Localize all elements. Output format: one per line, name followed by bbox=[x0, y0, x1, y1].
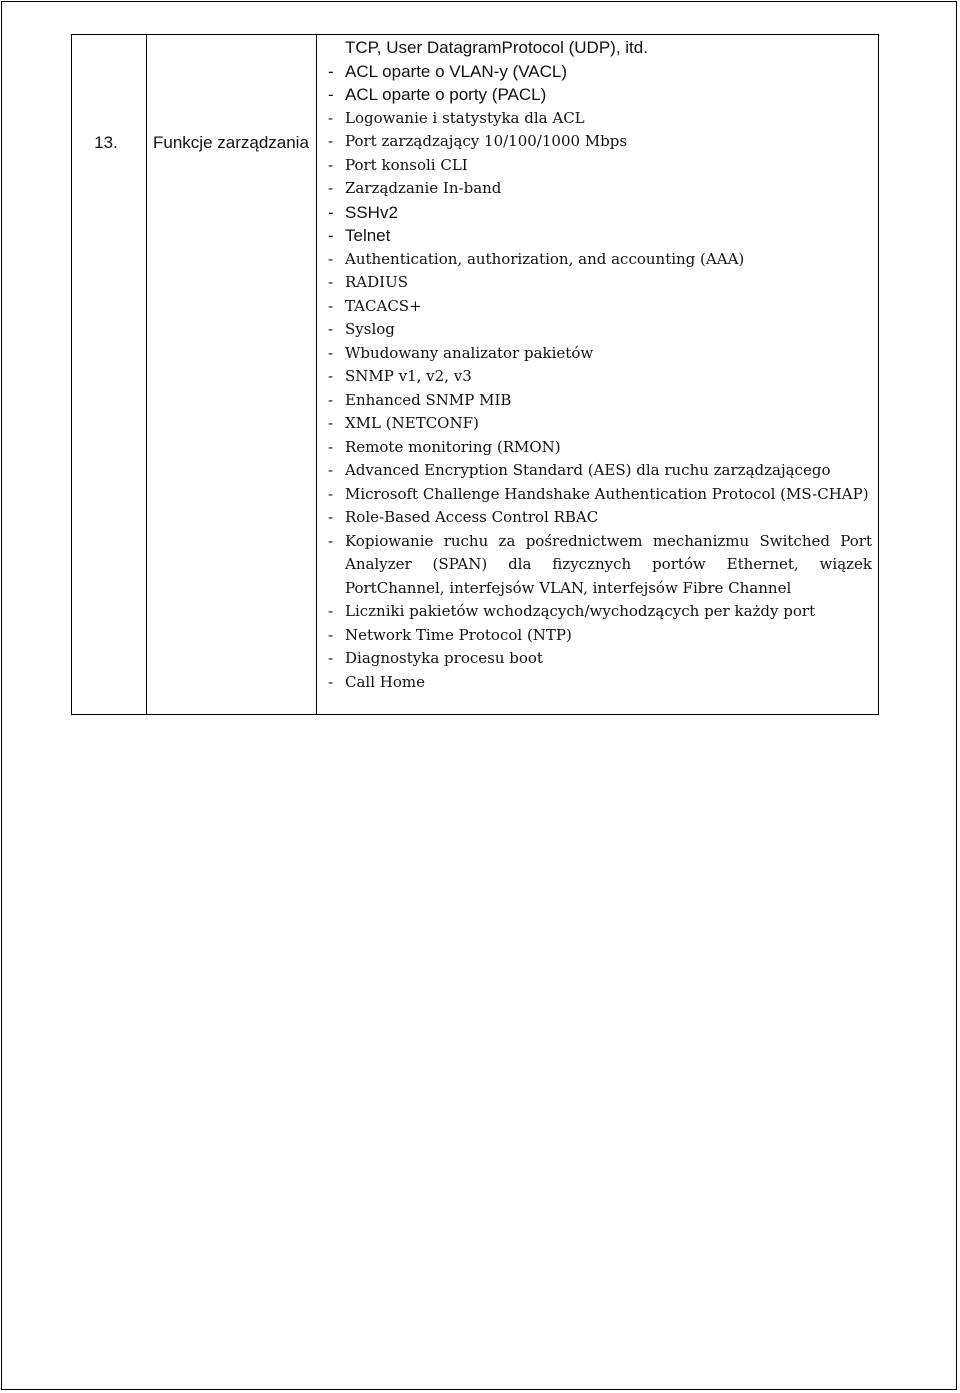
feature-name-cell bbox=[147, 35, 317, 715]
list-item bbox=[328, 248, 872, 272]
list-item bbox=[328, 459, 872, 483]
list-dash: - bbox=[328, 484, 334, 503]
list-item bbox=[328, 318, 872, 342]
list-item-text: TCP, User DatagramProtocol (UDP), itd. bbox=[345, 38, 648, 57]
list-dash: - bbox=[328, 61, 334, 81]
list-item-text: Telnet bbox=[345, 226, 391, 245]
list-item bbox=[328, 201, 872, 225]
feature-list bbox=[317, 35, 878, 694]
list-dash: - bbox=[328, 461, 334, 479]
list-dash: - bbox=[328, 108, 334, 127]
list-item-text: TACACS+ bbox=[345, 296, 422, 315]
list-dash: - bbox=[328, 367, 334, 385]
list-dash: - bbox=[328, 273, 334, 291]
list-item bbox=[328, 600, 872, 624]
list-item-text: Logowanie i statystyka dla ACL bbox=[345, 108, 585, 127]
list-item-text: Wbudowany analizator pakietów bbox=[345, 343, 594, 362]
list-item-text: ACL oparte o porty (PACL) bbox=[345, 85, 547, 104]
feature-name: Funkcje zarządzania bbox=[153, 133, 309, 152]
list-dash: - bbox=[328, 602, 334, 620]
list-dash: - bbox=[328, 296, 334, 315]
list-item-text: SNMP v1, v2, v3 bbox=[345, 367, 472, 385]
list-item-text: Diagnostyka procesu boot bbox=[345, 649, 543, 667]
list-item bbox=[328, 342, 872, 366]
list-item-text: Call Home bbox=[345, 672, 425, 691]
list-dash: - bbox=[328, 155, 334, 174]
list-dash: - bbox=[328, 179, 334, 197]
list-dash: - bbox=[328, 85, 334, 104]
list-item-text: SSHv2 bbox=[345, 202, 398, 222]
list-item-text: Microsoft Challenge Handshake Authentication Protocol (MS-CHAP) bbox=[345, 484, 869, 503]
list-dash: - bbox=[328, 414, 334, 432]
list-dash: - bbox=[328, 132, 334, 150]
list-item bbox=[328, 295, 872, 319]
list-item bbox=[328, 530, 872, 601]
list-dash: - bbox=[328, 649, 334, 667]
table-row bbox=[72, 35, 879, 715]
list-item-text: Port zarządzający 10/100/1000 Mbps bbox=[345, 132, 628, 150]
list-item bbox=[328, 436, 872, 460]
list-item-text: Kopiowanie ruchu za pośrednictwem mechanizmu Switched Port Analyzer (SPAN) dla fizycznych portów Ethernet, wiązek PortChannel, interfejsów VLAN, interfejsów Fibre Channel bbox=[345, 531, 872, 597]
list-dash: - bbox=[328, 249, 334, 268]
list-item-text: Syslog bbox=[345, 320, 395, 338]
list-item bbox=[328, 107, 872, 131]
feature-list-cell bbox=[317, 35, 879, 715]
list-item bbox=[328, 412, 872, 436]
list-item bbox=[328, 177, 872, 201]
list-item-text: Role-Based Access Control RBAC bbox=[345, 508, 599, 526]
list-dash: - bbox=[328, 672, 334, 691]
list-dash: - bbox=[328, 390, 334, 409]
list-item-text: Port konsoli CLI bbox=[345, 155, 468, 174]
list-item-text: XML (NETCONF) bbox=[345, 414, 479, 432]
list-item bbox=[328, 60, 872, 84]
list-item-text: Remote monitoring (RMON) bbox=[345, 437, 561, 456]
list-dash: - bbox=[328, 343, 334, 362]
list-item bbox=[328, 224, 872, 248]
list-dash: - bbox=[328, 531, 334, 550]
list-item-text: Advanced Encryption Standard (AES) dla ruchu zarządzającego bbox=[345, 461, 831, 479]
list-dash: - bbox=[328, 508, 334, 526]
list-dash: - bbox=[328, 226, 334, 245]
list-item-text: Enhanced SNMP MIB bbox=[345, 390, 512, 409]
list-item bbox=[328, 671, 872, 695]
row-number: 13. bbox=[94, 133, 118, 152]
list-item bbox=[328, 483, 872, 507]
row-number-cell bbox=[72, 35, 147, 715]
list-dash: - bbox=[328, 202, 334, 222]
list-item bbox=[328, 647, 872, 671]
list-item bbox=[328, 154, 872, 178]
list-item bbox=[328, 36, 872, 60]
list-dash: - bbox=[328, 437, 334, 456]
list-item-text: Liczniki pakietów wchodzących/wychodzących per każdy port bbox=[345, 602, 816, 620]
specification-table bbox=[71, 34, 879, 715]
list-dash: - bbox=[328, 625, 334, 644]
list-item bbox=[328, 389, 872, 413]
list-item bbox=[328, 130, 872, 154]
list-item bbox=[328, 506, 872, 530]
list-dash: - bbox=[328, 320, 334, 338]
list-item-text: Zarządzanie In-band bbox=[345, 179, 502, 197]
list-item bbox=[328, 83, 872, 107]
list-item-text: RADIUS bbox=[345, 273, 408, 291]
list-item bbox=[328, 365, 872, 389]
list-item bbox=[328, 624, 872, 648]
list-item-text: ACL oparte o VLAN-y (VACL) bbox=[345, 61, 568, 81]
list-item bbox=[328, 271, 872, 295]
list-item-text: Authentication, authorization, and accounting (AAA) bbox=[345, 249, 745, 268]
list-item-text: Network Time Protocol (NTP) bbox=[345, 625, 572, 644]
